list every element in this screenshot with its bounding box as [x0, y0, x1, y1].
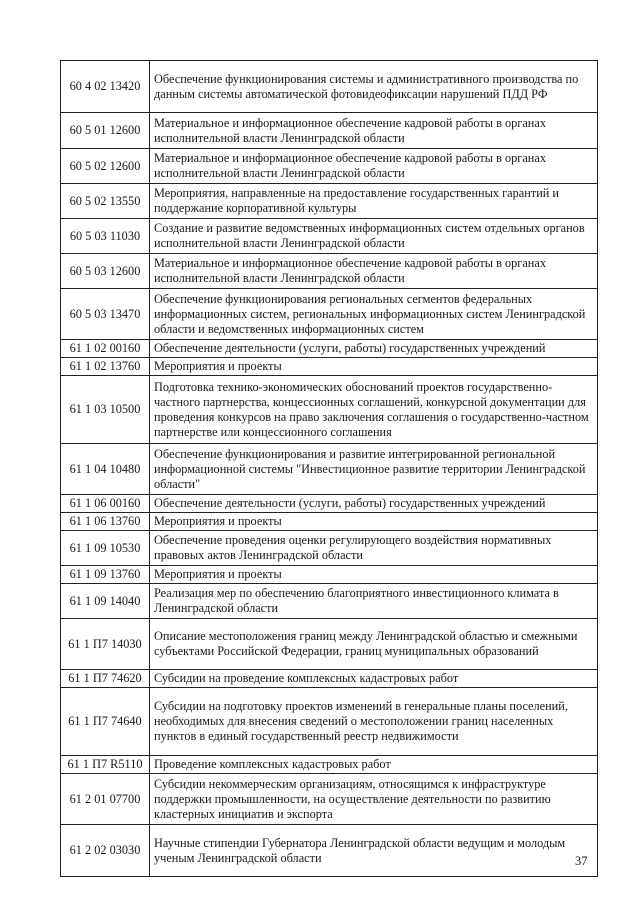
- row-description: Мероприятия и проекты: [150, 513, 598, 531]
- table-row: [61, 756, 598, 774]
- table-row: [61, 619, 598, 670]
- row-description: Научные стипендии Губернатора Ленинградской области ведущим и молодым ученым Ленинградской области: [150, 825, 598, 877]
- row-code: 60 5 02 13550: [61, 184, 150, 219]
- table-row: [61, 513, 598, 531]
- table-row: [61, 825, 598, 877]
- table-row: [61, 149, 598, 184]
- row-description: Обеспечение деятельности (услуги, работы) государственных учреждений: [150, 495, 598, 513]
- table-row: [61, 254, 598, 289]
- row-code: 60 5 03 13470: [61, 289, 150, 340]
- row-description: Реализация мер по обеспечению благоприятного инвестиционного климата в Ленинградской области: [150, 584, 598, 619]
- row-description: Материальное и информационное обеспечение кадровой работы в органах исполнительной власти Ленинградской области: [150, 149, 598, 184]
- row-code: 61 1 02 13760: [61, 358, 150, 376]
- table-row: [61, 113, 598, 149]
- table-row: [61, 670, 598, 688]
- row-description: Субсидии на подготовку проектов изменений в генеральные планы поселений, необходимых для внесения сведений о местоположении границ населенных пунктов в единый государственный реестр недвижимости: [150, 688, 598, 756]
- table-row: [61, 358, 598, 376]
- row-description: Описание местоположения границ между Ленинградской областью и смежными субъектами Российской Федерации, границ муниципальных образований: [150, 619, 598, 670]
- table-row: [61, 184, 598, 219]
- row-code: 60 4 02 13420: [61, 61, 150, 113]
- row-description: Обеспечение функционирования системы и административного производства по данным системы автоматической фотовидеофиксации нарушений ПДД РФ: [150, 61, 598, 113]
- row-code: 60 5 02 12600: [61, 149, 150, 184]
- row-description: Обеспечение функционирования и развитие интегрированной региональной информационной системы "Инвестиционное развитие территории Ленинградской области": [150, 444, 598, 495]
- page-number: 37: [575, 854, 588, 868]
- row-description: Материальное и информационное обеспечение кадровой работы в органах исполнительной власти Ленинградской области: [150, 113, 598, 149]
- row-description: Проведение комплексных кадастровых работ: [150, 756, 598, 774]
- row-code: 60 5 01 12600: [61, 113, 150, 149]
- row-description: Обеспечение проведения оценки регулирующего воздействия нормативных правовых актов Ленинградской области: [150, 531, 598, 566]
- table-body: [61, 61, 598, 877]
- row-description: Субсидии некоммерческим организациям, относящимся к инфраструктуре поддержки промышленности, на осуществление деятельности по развитию кластерных инициатив и экспорта: [150, 774, 598, 825]
- row-code: 61 2 01 07700: [61, 774, 150, 825]
- row-description: Субсидии на проведение комплексных кадастровых работ: [150, 670, 598, 688]
- row-code: 61 2 02 03030: [61, 825, 150, 877]
- row-description: Мероприятия, направленные на предоставление государственных гарантий и поддержание корпоративной культуры: [150, 184, 598, 219]
- table-row: [61, 444, 598, 495]
- table-row: [61, 219, 598, 254]
- table-row: [61, 376, 598, 444]
- row-code: 61 1 П7 14030: [61, 619, 150, 670]
- row-description: Создание и развитие ведомственных информационных систем отдельных органов исполнительной власти Ленинградской области: [150, 219, 598, 254]
- row-description: Обеспечение деятельности (услуги, работы) государственных учреждений: [150, 340, 598, 358]
- row-code: 61 1 09 14040: [61, 584, 150, 619]
- table-row: [61, 688, 598, 756]
- row-code: 61 1 02 00160: [61, 340, 150, 358]
- row-description: Мероприятия и проекты: [150, 358, 598, 376]
- row-code: 60 5 03 12600: [61, 254, 150, 289]
- row-code: 61 1 П7 R5110: [61, 756, 150, 774]
- row-description: Обеспечение функционирования региональных сегментов федеральных информационных систем, региональных информационных систем Ленинградской области и ведомственных информационных систем: [150, 289, 598, 340]
- table-row: [61, 584, 598, 619]
- row-code: 61 1 06 00160: [61, 495, 150, 513]
- row-description: Подготовка технико-экономических обоснований проектов государственно-частного партнерства, концессионных соглашений, конкурсной документации для проведения конкурсов на право заключения соглашения о государственно-частном партнерстве или концессионного соглашения: [150, 376, 598, 444]
- row-code: 61 1 06 13760: [61, 513, 150, 531]
- row-code: 61 1 П7 74620: [61, 670, 150, 688]
- table-row: [61, 774, 598, 825]
- table-row: [61, 495, 598, 513]
- row-code: 61 1 П7 74640: [61, 688, 150, 756]
- table-row: [61, 566, 598, 584]
- row-code: 61 1 03 10500: [61, 376, 150, 444]
- row-code: 61 1 09 13760: [61, 566, 150, 584]
- table-row: [61, 61, 598, 113]
- budget-classification-table: [60, 60, 598, 877]
- table-row: [61, 531, 598, 566]
- table-row: [61, 289, 598, 340]
- table-row: [61, 340, 598, 358]
- row-code: 61 1 04 10480: [61, 444, 150, 495]
- row-description: Материальное и информационное обеспечение кадровой работы в органах исполнительной власти Ленинградской области: [150, 254, 598, 289]
- row-code: 61 1 09 10530: [61, 531, 150, 566]
- row-description: Мероприятия и проекты: [150, 566, 598, 584]
- row-code: 60 5 03 11030: [61, 219, 150, 254]
